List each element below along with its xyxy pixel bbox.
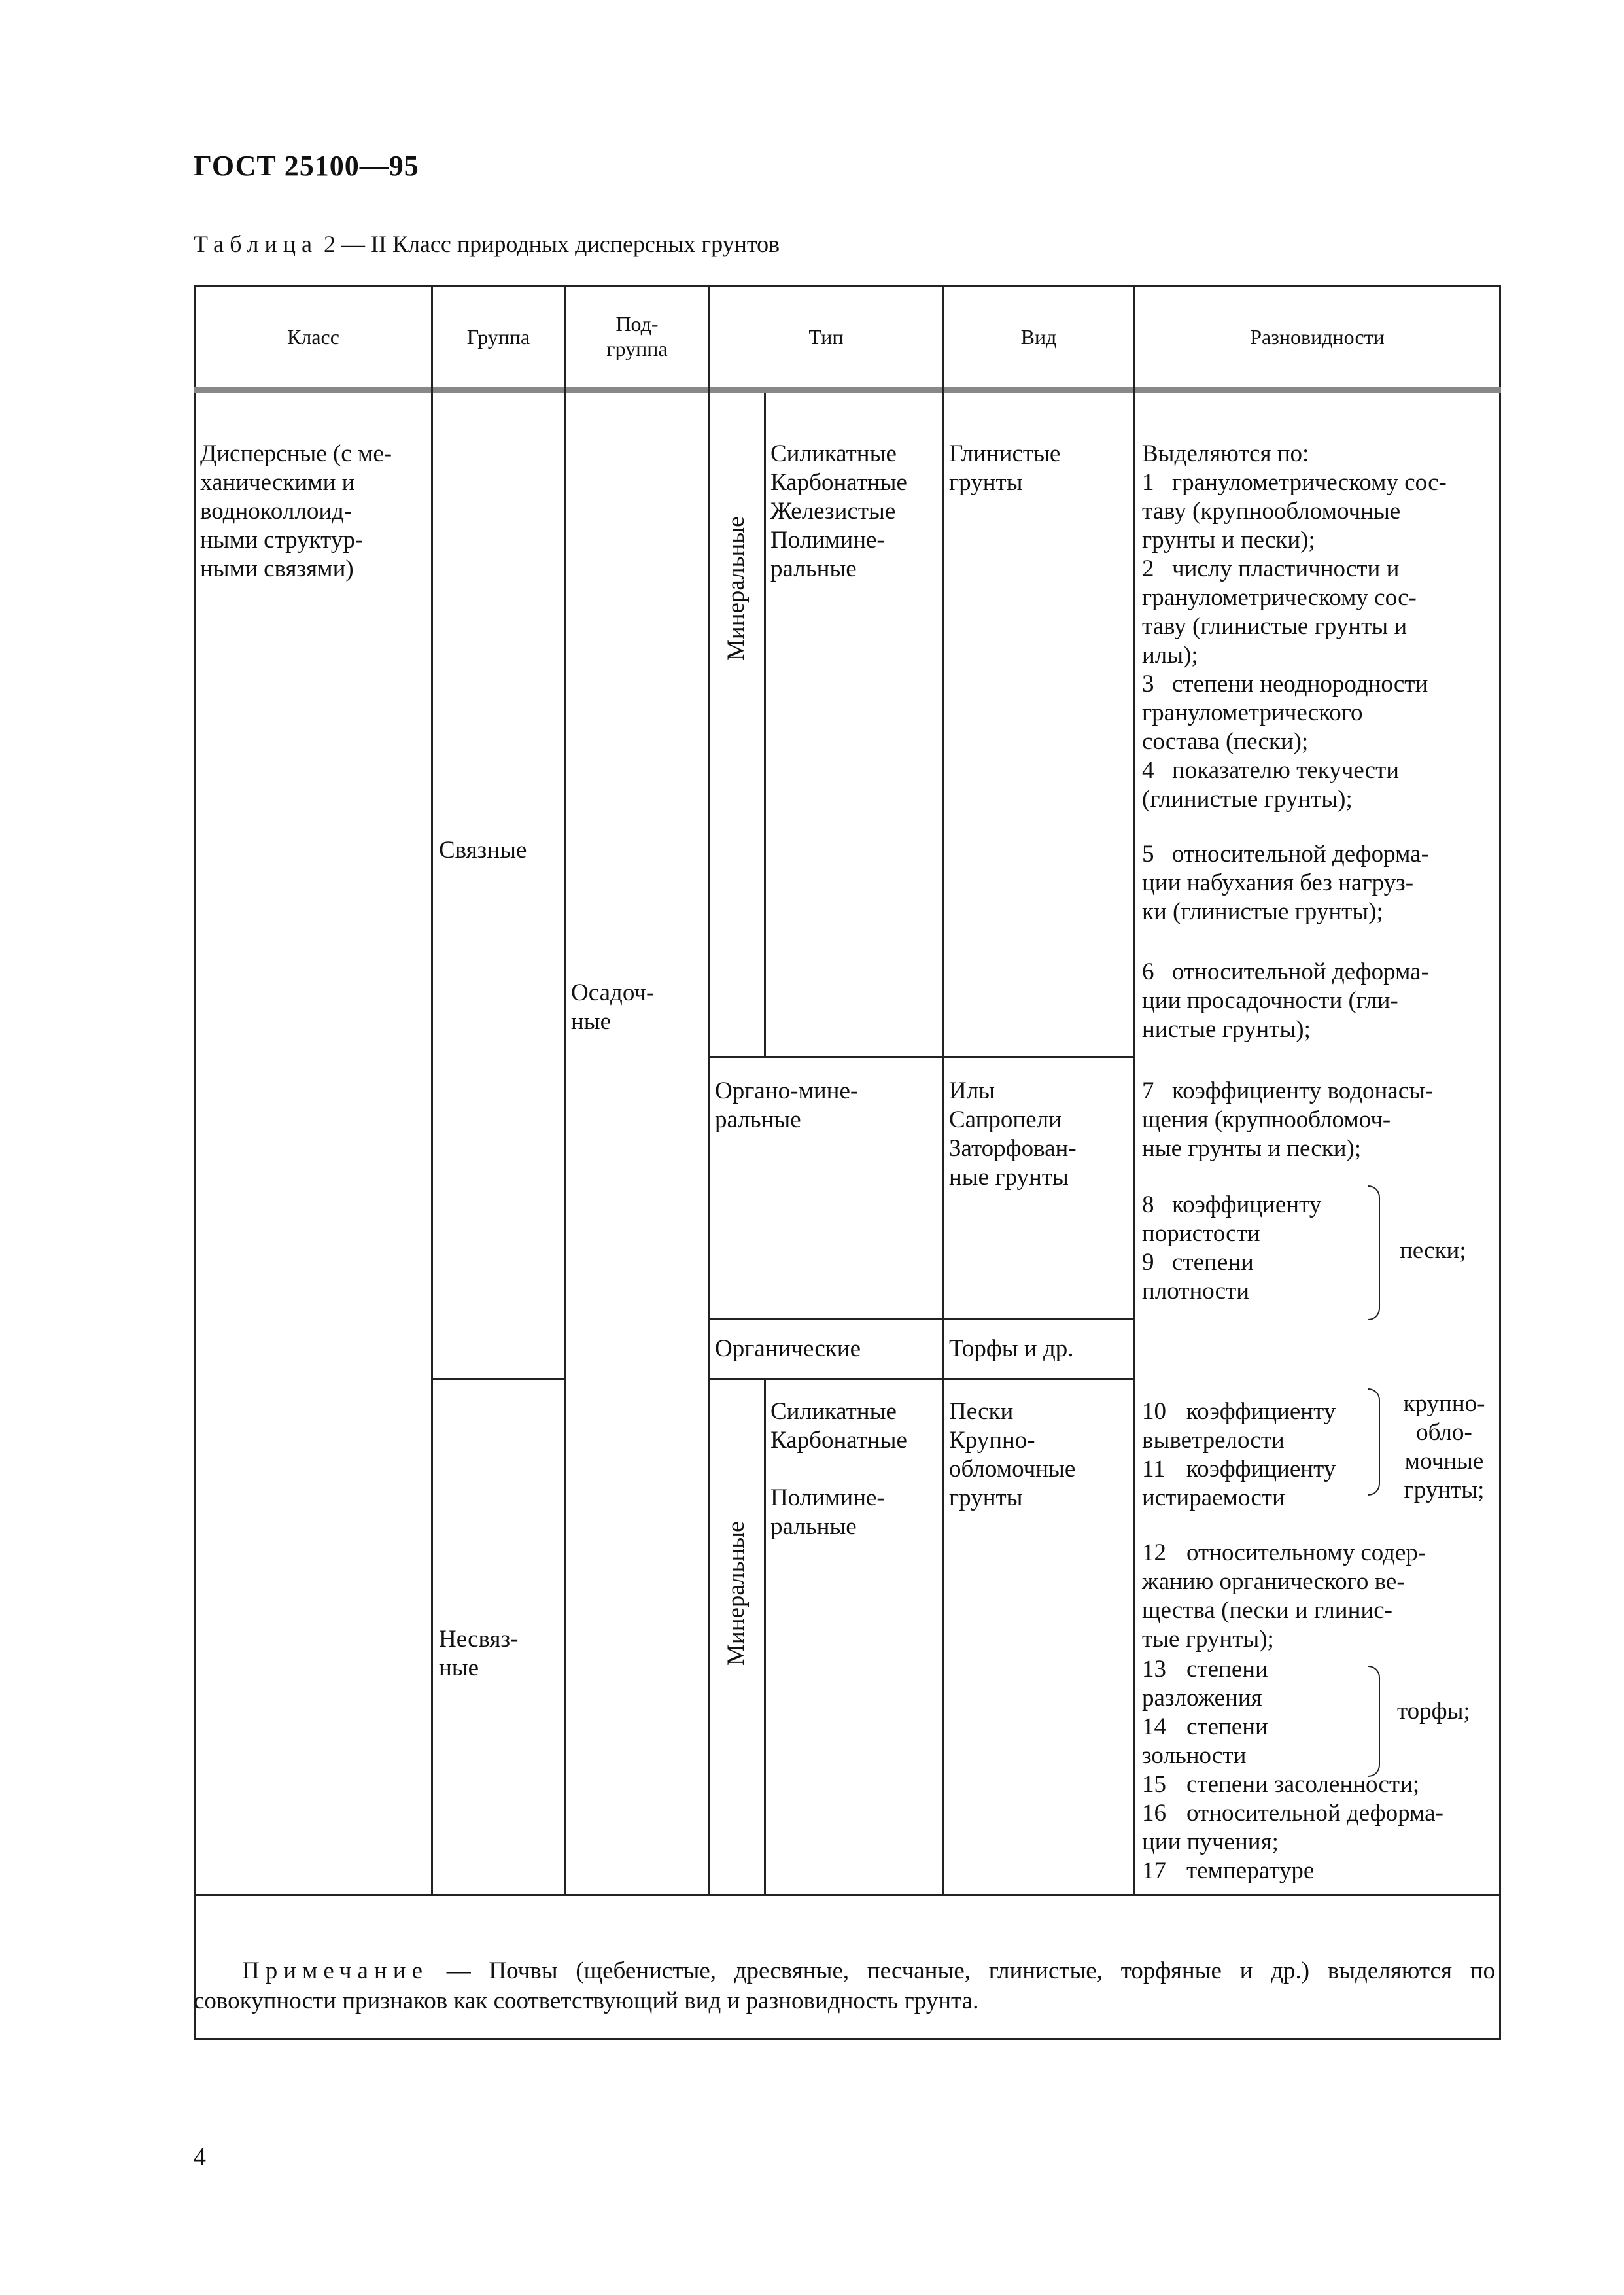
variety-item (1142, 1455, 1336, 1513)
cell-group-cohesive: Связные (439, 837, 527, 864)
cell-subgroup: Осадоч- ные (571, 979, 655, 1035)
variety-number: 3 (1142, 671, 1154, 697)
row-sep-organic (708, 1318, 1135, 1320)
brace-peat (1368, 1666, 1380, 1777)
label-mineral-2: Минеральные (723, 1521, 750, 1666)
variety-text: числу пластичности и гранулометрическому сос- таву (глинистые грунты и илы); (1142, 555, 1417, 669)
header-type: Тип (808, 325, 844, 349)
variety-text: коэффициенту выветрелости (1142, 1398, 1336, 1454)
variety-item (1142, 555, 1417, 670)
cell-organomineral-kind: Илы Сапропели Заторфован- ные грунты (949, 1077, 1077, 1191)
variety-text: относительному содер- жанию органического ве- щества (пески и глинис- тые грунты); (1142, 1539, 1426, 1653)
document-title: ГОСТ 25100—95 (194, 150, 419, 182)
table-caption-prefix: Таблица (194, 231, 318, 257)
header-separator (194, 387, 1501, 393)
variety-item (1142, 1770, 1419, 1799)
cell-mineral-types-2: Силикатные Карбонатные Полимине- ральные (770, 1398, 907, 1540)
brace-sand (1368, 1185, 1380, 1320)
cell-group-noncohesive: Несвяз- ные (439, 1626, 519, 1681)
cell-organic-type: Органические (715, 1335, 861, 1362)
table-caption (194, 230, 780, 258)
variety-text: коэффициенту истираемости (1142, 1456, 1336, 1511)
varieties-intro: Выделяются по: (1142, 440, 1309, 467)
variety-number: 17 (1142, 1857, 1166, 1884)
variety-text: степени зольности (1142, 1713, 1268, 1769)
variety-number: 1 (1142, 469, 1154, 496)
cell-organic-kind: Торфы и др. (949, 1335, 1074, 1362)
col-sep-3b-bottom (764, 1380, 766, 1896)
variety-item (1142, 1077, 1433, 1163)
variety-item (1142, 756, 1399, 814)
brace-label-coarse: крупно- обло- мочные грунты; (1403, 1390, 1485, 1503)
variety-text: степени разложения (1142, 1656, 1268, 1711)
variety-item (1142, 1539, 1426, 1654)
header-subgroup: Под- группа (606, 312, 668, 360)
cell-mineral-kind-2: Пески Крупно- обломочные грунты (949, 1398, 1076, 1511)
col-sep-4 (942, 285, 944, 1896)
row-sep-organomineral (708, 1056, 1135, 1058)
variety-item (1142, 1857, 1314, 1885)
variety-number: 16 (1142, 1800, 1166, 1827)
brace-label-peat: торфы; (1397, 1698, 1470, 1725)
cell-mineral-types-1: Силикатные Карбонатные Железистые Полимине- ральные (770, 440, 907, 582)
variety-number: 2 (1142, 555, 1154, 582)
brace-coarse (1368, 1388, 1380, 1496)
variety-number: 5 (1142, 841, 1154, 867)
variety-text: коэффициенту водонасы- щения (крупнообломоч- ные грунты и пески); (1142, 1077, 1434, 1162)
table-border-right (1499, 285, 1501, 2040)
variety-number: 9 (1142, 1249, 1154, 1276)
variety-item (1142, 670, 1428, 756)
variety-text: степени плотности (1142, 1249, 1254, 1305)
variety-text: показателю текучести (глинистые грунты); (1142, 757, 1400, 813)
table-border-bottom (194, 2038, 1501, 2040)
variety-text: температуре (1186, 1857, 1315, 1884)
variety-text: степени неоднородности гранулометрического состава (пески); (1142, 671, 1428, 755)
header-group: Группа (466, 325, 530, 349)
header-class: Класс (287, 325, 339, 349)
variety-item (1142, 1248, 1254, 1306)
variety-item (1142, 1799, 1443, 1857)
row-sep-note (194, 1894, 1501, 1896)
variety-number: 15 (1142, 1771, 1166, 1798)
brace-label-sand: пески; (1400, 1237, 1466, 1264)
variety-text: степени засоленности; (1186, 1771, 1420, 1798)
row-sep-group (431, 1378, 566, 1380)
col-sep-3 (708, 285, 710, 1896)
cell-class: Дисперсные (с ме- ханическими и водноколлоид- ными структур- ными связями) (200, 440, 392, 582)
page-number: 4 (194, 2143, 206, 2171)
variety-number: 14 (1142, 1713, 1166, 1740)
variety-number: 11 (1142, 1456, 1166, 1482)
col-sep-2 (564, 285, 566, 1896)
header-variety: Разновидности (1250, 325, 1385, 349)
variety-number: 7 (1142, 1077, 1154, 1104)
variety-text: коэффициенту пористости (1142, 1191, 1322, 1247)
variety-number: 6 (1142, 958, 1154, 985)
variety-text: относительной деформа- ции просадочности (гли- нистые грунты); (1142, 958, 1429, 1043)
header-kind: Вид (1020, 325, 1057, 349)
col-sep-5 (1133, 285, 1135, 1896)
variety-item (1142, 468, 1447, 555)
variety-text: относительной деформа- ции пучения; (1142, 1800, 1443, 1855)
variety-text: относительной деформа- ции набухания без нагруз- ки (глинистые грунты); (1142, 841, 1429, 925)
variety-text: гранулометрическому сос- таву (крупнообломочные грунты и пески); (1142, 469, 1447, 553)
table-note (194, 1956, 1495, 2016)
label-mineral-1: Минеральные (723, 516, 750, 661)
cell-organomineral-type: Органо-мине- ральные (715, 1077, 859, 1133)
variety-item (1142, 958, 1429, 1044)
variety-item (1142, 1713, 1268, 1770)
variety-number: 12 (1142, 1539, 1166, 1566)
variety-item (1142, 1655, 1268, 1713)
variety-item (1142, 840, 1429, 926)
row-sep-mineral-2 (708, 1378, 1135, 1380)
table-caption-text: 2 — II Класс природных дисперсных грунтов (317, 231, 780, 257)
col-sep-3b-top (764, 393, 766, 1057)
variety-number: 10 (1142, 1398, 1166, 1425)
variety-number: 8 (1142, 1191, 1154, 1218)
variety-number: 4 (1142, 757, 1154, 784)
variety-item (1142, 1397, 1336, 1455)
col-sep-1 (431, 285, 433, 1896)
cell-mineral-kind-1: Глинистые грунты (949, 440, 1061, 496)
variety-item (1142, 1191, 1321, 1248)
note-text: — Почвы (щебенистые, дресвяные, песчаные, глинистые, торфяные и др.) выделяются по совокупности признаков как соответствующий вид и разновидность грунта. (194, 1957, 1495, 2014)
variety-number: 13 (1142, 1656, 1166, 1683)
table-border-left (194, 285, 196, 2040)
note-prefix: Примечание (242, 1957, 428, 1984)
table-border-top (194, 285, 1501, 287)
